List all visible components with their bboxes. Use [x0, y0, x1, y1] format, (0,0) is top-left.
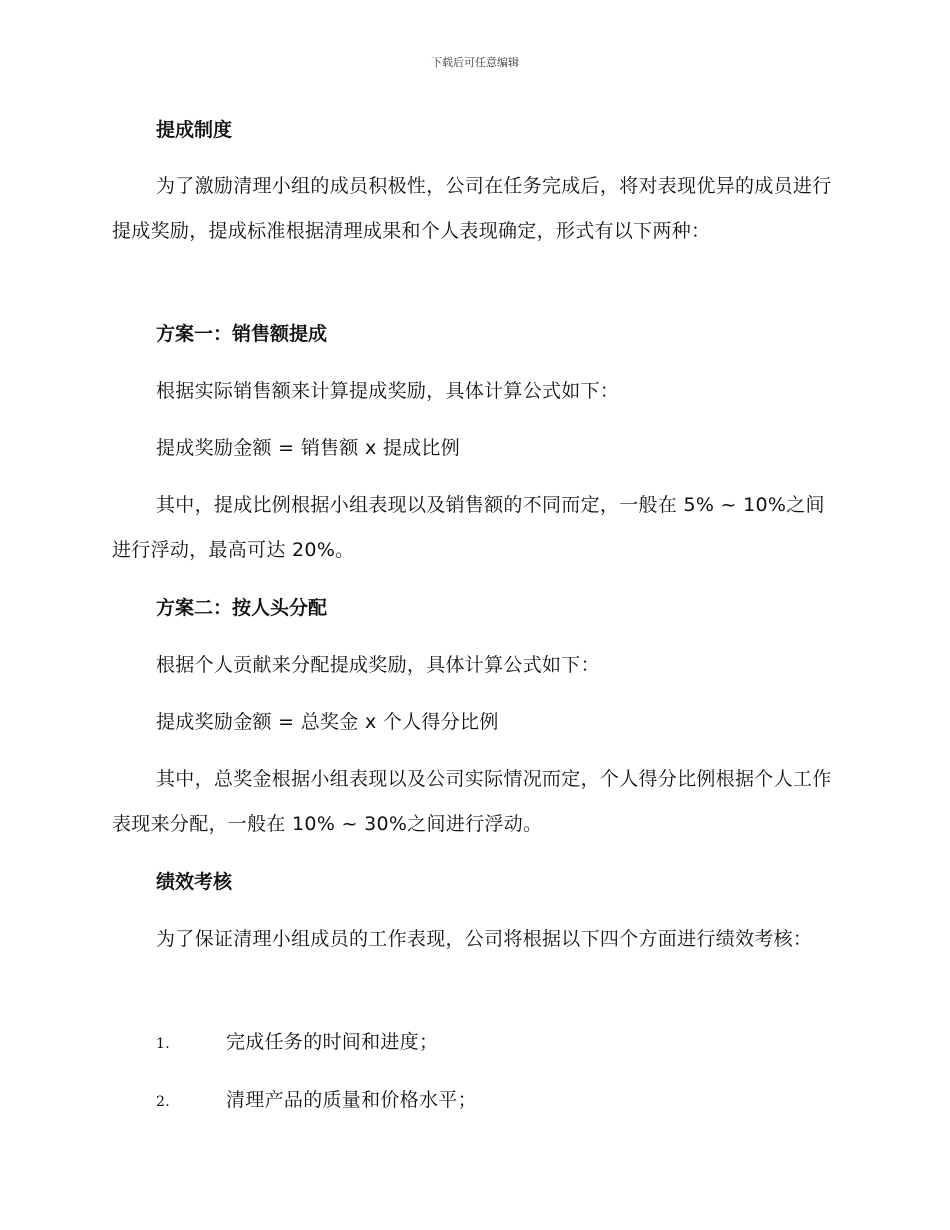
- plan2-desc: 根据个人贡献来分配提成奖励，具体计算公式如下：: [156, 654, 600, 676]
- plan1-formula: 提成奖励金额 = 销售额 x 提成比例: [156, 437, 461, 459]
- list-item-text: 完成任务的时间和进度；: [226, 1031, 439, 1053]
- performance-intro: 为了保证清理小组成员的工作表现，公司将根据以下四个方面进行绩效考核：: [156, 928, 813, 950]
- plan2-note: 其中，总奖金根据小组表现以及公司实际情况而定，个人得分比例根据个人工作表现来分配，一般在 10% ~ 30%之间进行浮动。: [112, 768, 832, 835]
- plan2-formula: 提成奖励金额 = 总奖金 x 个人得分比例: [156, 711, 499, 733]
- plan2-title: 方案二：按人头分配: [156, 597, 328, 619]
- page-header: 下载后可任意编辑: [431, 56, 519, 69]
- list-item: [156, 1087, 477, 1115]
- performance-title: 绩效考核: [156, 871, 233, 893]
- list-item-text: 清理产品的质量和价格水平；: [226, 1089, 477, 1111]
- plan1-title: 方案一：销售额提成: [156, 323, 328, 345]
- list-item-number: 1.: [156, 1036, 170, 1052]
- list-item: [156, 1029, 438, 1057]
- commission-title: 提成制度: [156, 119, 233, 141]
- plan1-note: 其中，提成比例根据小组表现以及销售额的不同而定，一般在 5% ~ 10%之间进行浮动，最高可达 20%。: [112, 494, 825, 561]
- plan1-desc: 根据实际销售额来计算提成奖励，具体计算公式如下：: [156, 380, 620, 402]
- list-item-number: 2.: [156, 1094, 170, 1110]
- commission-intro: 为了激励清理小组的成员积极性，公司在任务完成后，将对表现优异的成员进行提成奖励，提成标准根据清理成果和个人表现确定，形式有以下两种：: [112, 175, 832, 242]
